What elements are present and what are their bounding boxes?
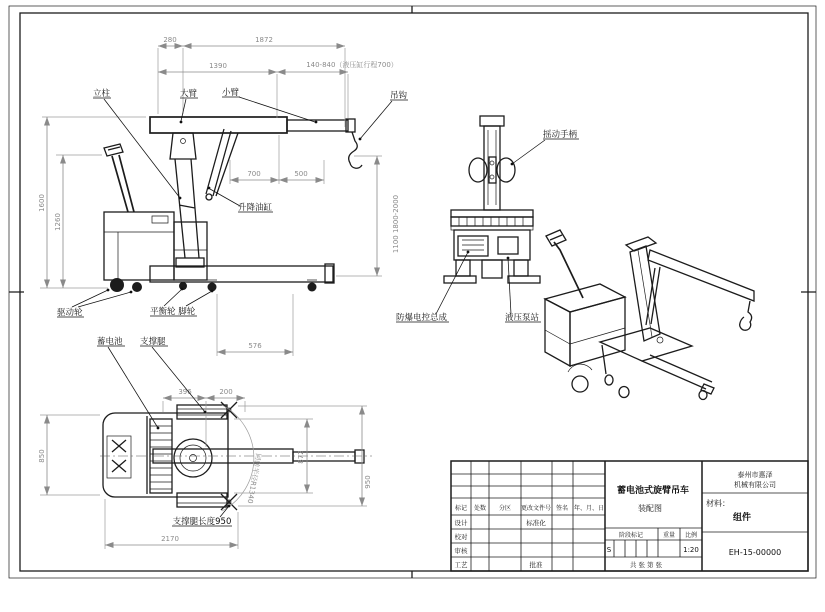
label-pump-station: 液压泵站 [505, 313, 540, 323]
dim-1872: 1872 [255, 36, 273, 44]
top-boom-end [355, 450, 364, 463]
iso-mast-cap [626, 237, 656, 251]
iso-outrigger-foot [701, 384, 714, 394]
tb-sheet-label: 共 张 第 张 [629, 561, 663, 569]
front-foot-left [444, 276, 476, 283]
dim-576: 576 [248, 342, 262, 350]
ext-lines-top [158, 48, 348, 127]
leader-rock-handle [512, 140, 545, 164]
dim-700: 700 [247, 170, 261, 178]
leader-support-leg-dot [204, 411, 207, 414]
dim-200: 200 [219, 388, 233, 396]
dim-396: 396 [178, 388, 192, 396]
front-slat-row [451, 217, 533, 226]
tb-header-zone: 分区 [498, 505, 512, 512]
drive-wheel2-shape [132, 282, 142, 292]
label-battery: 蓄电池 [97, 337, 123, 347]
dim-2170: 2170 [161, 535, 179, 543]
dim-lift-range: 1100 1800-2000 [392, 194, 400, 254]
iso-tiller-head [546, 230, 566, 246]
drive-wheel-shape [110, 278, 124, 292]
tb-company-line2: 机械有限公司 [734, 481, 776, 489]
tb-product-title: 蓄电池式旋臂吊车 [616, 486, 690, 496]
hook-shape [349, 132, 362, 168]
leader-drive-wheel-dot2 [130, 291, 133, 294]
iso-outrigger [642, 355, 712, 389]
iso-drive-wheel [572, 376, 588, 392]
leader-big-arm-dot [180, 121, 183, 124]
leader-pump-station-dot [507, 257, 510, 260]
tb-row-design: 设计 [454, 519, 468, 527]
tb-material-value: 组件 [732, 513, 752, 523]
isometric-view [545, 230, 754, 400]
front-top-plate [451, 210, 533, 217]
leader-balance-dot [181, 288, 184, 291]
tb-left-verticals [471, 461, 573, 571]
label-big-arm: 大臂 [180, 89, 198, 99]
cylinder-pivot [206, 194, 212, 200]
tb-header-count: 处数 [473, 505, 487, 512]
iso-cylinder [646, 267, 660, 325]
top-wheel-housing [107, 436, 131, 478]
iso-base-platform [600, 328, 692, 361]
label-hook: 吊钩 [390, 91, 408, 101]
hub-pin-bottom [490, 175, 494, 179]
tb-row-review: 审核 [454, 547, 468, 555]
caster2-shape [308, 283, 317, 292]
mast-cap [480, 116, 504, 126]
leader-control-assy-dot [467, 251, 470, 254]
leader-column-dot [179, 197, 182, 200]
tb-header-signature: 签名 [555, 505, 569, 512]
leader-support-leg [152, 347, 205, 412]
hub-pin-top [490, 161, 494, 165]
truck-front-section [174, 222, 207, 280]
tb-row-standardization: 标准化 [526, 519, 546, 527]
iso-caster-wheel [699, 391, 707, 400]
truck-body [104, 212, 174, 280]
label-lift-cylinder: 升降油缸 [238, 203, 273, 213]
leader-battery [108, 347, 158, 428]
pump-box-shape [498, 237, 518, 254]
tiller-handle-head [104, 144, 123, 156]
leader-balance-caster [164, 289, 212, 306]
leader-rock-handle-dot [511, 163, 514, 166]
tb-header-mark: 标记 [454, 505, 468, 512]
iso-mid-wheel [619, 387, 629, 398]
tb-left-horizontals [451, 474, 605, 557]
dim-280: 280 [163, 36, 177, 44]
iso-front-caster [605, 375, 613, 385]
top-view [38, 336, 372, 549]
label-drive-wheel: 驱动轮 [57, 308, 83, 318]
dim-1600: 1600 [38, 194, 46, 212]
ext-lines-liftrange [336, 156, 382, 276]
truck-body-details [104, 216, 174, 280]
leader-pump-station [508, 258, 511, 314]
dim-872: 872 [297, 450, 305, 464]
label-control-assy: 防爆电控总成 [396, 313, 448, 323]
label-balance-caster: 平衡轮 脚轮 [150, 307, 196, 317]
label-support-leg: 支撑腿 [140, 337, 166, 347]
tb-row-approve: 批准 [529, 561, 543, 569]
dim-stroke-note: 140-840（液压缸行程700） [306, 61, 398, 69]
ext-lines-left [40, 117, 146, 288]
tb-drawing-number: EH-15-00000 [728, 548, 782, 557]
top-view-callouts [97, 336, 232, 527]
leader-drive-wheel-dot1 [107, 289, 110, 292]
slewing-center [190, 455, 197, 462]
iso-boom [648, 250, 754, 301]
tb-header-change-file: 更改文件号 [520, 505, 552, 512]
front-view [396, 116, 579, 323]
leader-hook [360, 101, 392, 139]
front-center-post [482, 260, 502, 278]
tb-stage-value: S [606, 546, 612, 554]
boom-pivot-bracket [170, 133, 196, 159]
top-leg-lower [177, 493, 227, 507]
front-slats [459, 217, 523, 226]
ext-lines-700 [230, 135, 324, 184]
leader-hook-dot [359, 138, 362, 141]
label-column: 立柱 [93, 89, 111, 99]
tb-header-date: 年、月、日 [573, 505, 605, 512]
main-boom [150, 117, 287, 133]
iso-slew-pin [657, 337, 663, 343]
pivot-pin [181, 139, 186, 144]
tb-stage-label: 阶段标记 [618, 532, 644, 539]
ext-lines-850 [40, 415, 100, 495]
tb-drawing-type: 装配图 [638, 504, 662, 513]
control-box-shape [458, 236, 488, 256]
front-leg-right [514, 260, 528, 276]
iso-body-right [570, 297, 625, 366]
front-foot-right [508, 276, 540, 283]
tb-weight-label: 重量 [662, 532, 676, 539]
ext-lines-396 [163, 401, 245, 447]
tb-material-label: 材料： [706, 499, 730, 508]
mast-column [175, 159, 199, 258]
tb-scale-label: 比例 [684, 532, 698, 539]
label-small-arm: 小臂 [222, 88, 240, 98]
leader-battery-dot [157, 427, 160, 430]
dim-1390: 1390 [209, 62, 227, 70]
small-boom [287, 120, 348, 131]
label-support-leg-length: 支撑腿长度950 [172, 517, 232, 527]
tb-row-process: 工艺 [454, 561, 468, 569]
iso-front-leg [602, 345, 606, 374]
leader-caster-dot [211, 290, 214, 293]
top-leg-lower-lines [177, 497, 227, 503]
inner-frame [20, 13, 808, 571]
dim-500: 500 [294, 170, 308, 178]
top-leg-upper [177, 405, 227, 419]
tb-row-check: 校对 [454, 533, 468, 541]
iso-body-band [545, 328, 625, 344]
leader-small-arm-dot [315, 121, 318, 124]
dim-850: 850 [38, 449, 46, 463]
side-view-dimensions [38, 36, 400, 356]
side-view [38, 36, 408, 356]
label-turning-radius: 回转半径R1340 [245, 452, 263, 505]
top-body-outline [103, 413, 228, 497]
leader-drive-wheel [72, 290, 131, 307]
dim-950: 950 [364, 475, 372, 489]
leader-lift-cylinder-dot [208, 187, 211, 190]
tb-stage-cells [614, 540, 647, 557]
lift-cylinder-body [206, 129, 238, 196]
tb-company-line1: 泰州市惠泽 [737, 471, 773, 479]
iso-hook [740, 301, 752, 330]
control-box-vents [462, 240, 484, 250]
title-block [451, 461, 808, 571]
tb-scale-value: 1:20 [683, 546, 699, 554]
dim-1260: 1260 [54, 213, 62, 231]
top-leg-upper-lines [177, 409, 227, 415]
label-rock-handle: 摇动手柄 [543, 130, 578, 140]
tiller-arm [112, 155, 134, 212]
iso-mast-line [638, 250, 652, 337]
tb-section-dividers [605, 461, 702, 571]
leader-leg-length-dot [228, 505, 231, 508]
leader-lift-cylinder [210, 189, 240, 206]
